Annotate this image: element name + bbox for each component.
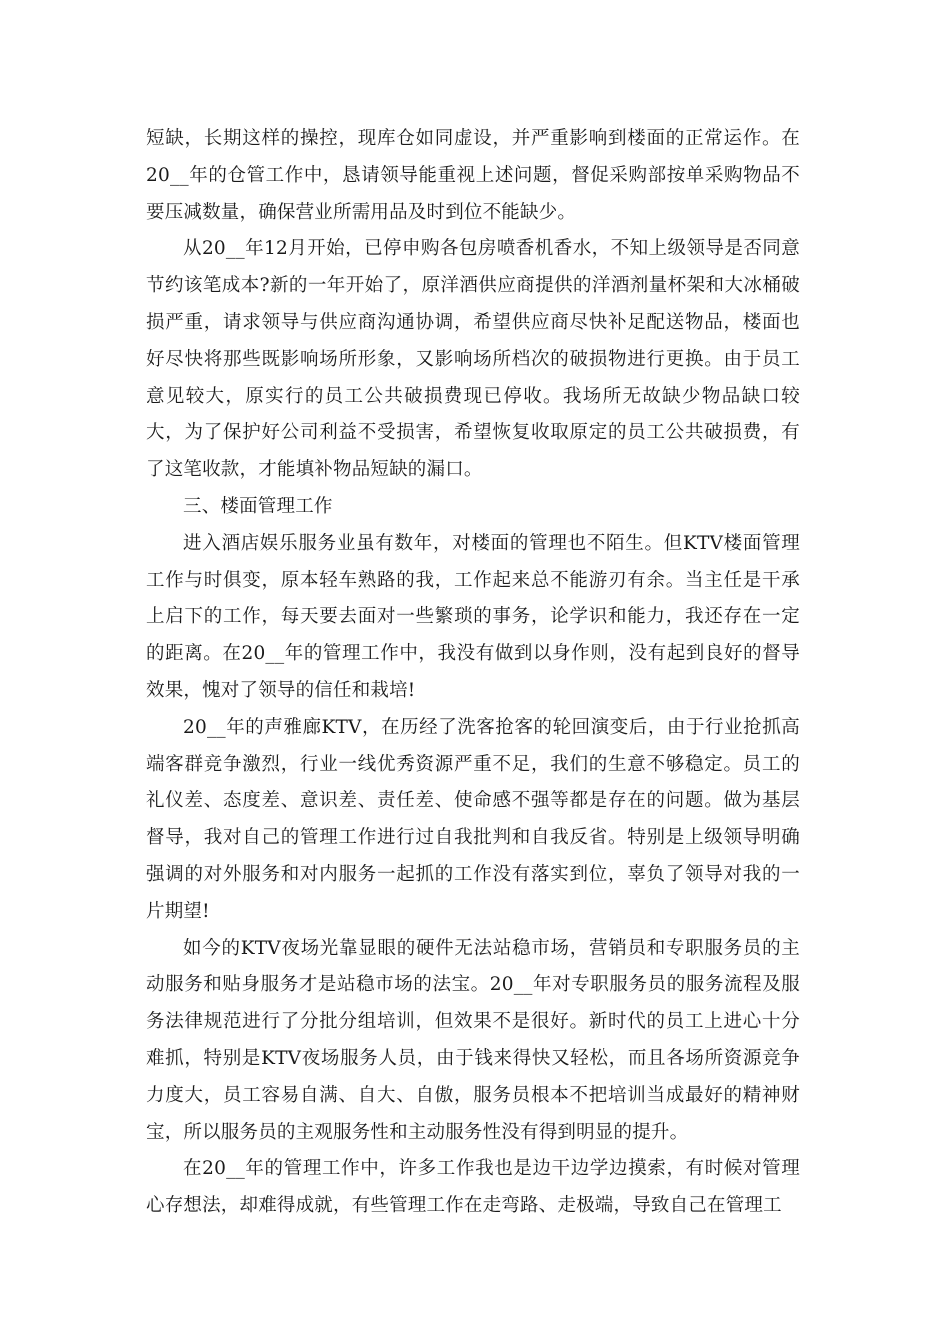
paragraph-floor-management-intro: 进入酒店娱乐服务业虽有数年，对楼面的管理也不陌生。但KTV楼面管理工作与时俱变，原本轻车熟路的我，工作起来总不能游刃有余。当主任是干承上启下的工作，每天要去面对一些繁琐的事务，论学识和能力，我还存在一定的距离。在20__年的管理工作中，我没有做到以身作则，没有起到良好的督导效果，愧对了领导的信任和栽培! [146,532,800,701]
document-body [146,121,800,1225]
paragraph-ktv-competition: 20__年的声雅廊KTV，在历经了洗客抢客的轮回演变后，由于行业抢抓高端客群竞争激烈，行业一线优秀资源严重不足，我们的生意不够稳定。员工的礼仪差、态度差、意识差、责任差、使命感不强等都是存在的问题。做为基层督导，我对自己的管理工作进行过自我批判和自我反省。特别是上级领导明确强调的对外服务和对内服务一起抓的工作没有落实到位，辜负了领导对我的一片期望! [146,716,800,922]
paragraph-inventory-shortage: 短缺，长期这样的操控，现库仓如同虚设，并严重影响到楼面的正常运作。在20__年的仓管工作中，恳请领导能重视上述问题，督促采购部按单采购物品不要压减数量，确保营业所需用品及时到位不能缺少。 [146,128,800,223]
paragraph-management-reflection: 在20__年的管理工作中，许多工作我也是边干边学边摸索，有时候对管理心存想法，却难得成就，有些管理工作在走弯路、走极端，导致自己在管理工 [146,1158,800,1217]
paragraph-supplier-damage: 从20__年12月开始，已停申购各包房喷香机香水，不知上级领导是否同意节约该笔成本?新的一年开始了，原洋酒供应商提供的洋酒剂量杯架和大冰桶破损严重，请求领导与供应商沟通协调，希望供应商尽快补足配送物品，楼面也好尽快将那些既影响场所形象，又影响场所档次的破损物进行更换。由于员工意见较大，原实行的员工公共破损费现已停收。我场所无故缺少物品缺口较大，为了保护好公司利益不受损害，希望恢复收取原定的员工公共破损费，有了这笔收款，才能填补物品短缺的漏口。 [146,238,800,481]
paragraph-staff-training: 如今的KTV夜场光靠显眼的硬件无法站稳市场，营销员和专职服务员的主动服务和贴身服务才是站稳市场的法宝。20__年对专职服务员的服务流程及服务法律规范进行了分批分组培训，但效果不是很好。新时代的员工上进心十分难抓，特别是KTV夜场服务人员，由于钱来得快又轻松，而且各场所资源竞争力度大，员工容易自满、自大、自傲，服务员根本不把培训当成最好的精神财宝，所以服务员的主观服务性和主动服务性没有得到明显的提升。 [146,937,800,1143]
section-heading-floor-management: 三、楼面管理工作 [183,495,333,517]
